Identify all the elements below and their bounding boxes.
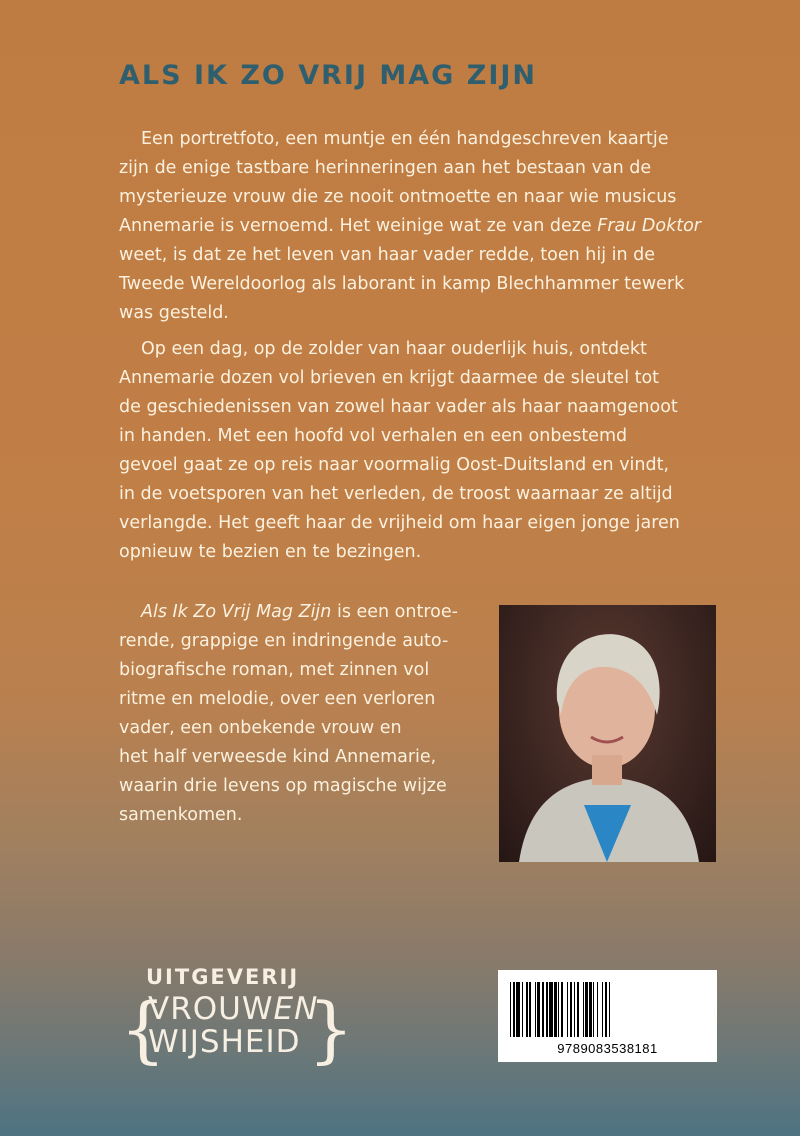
text-line [119, 212, 701, 241]
text-line: weet, is dat ze het leven van haar vader redde, toen hij in de [119, 245, 656, 265]
text-line: verlangde. Het geeft haar de vrijheid om haar eigen jonge jaren [119, 513, 680, 533]
publisher-line1: UITGEVERIJ [146, 965, 300, 989]
text-line: in handen. Met een hoofd vol verhalen en een onbestemd [119, 426, 628, 446]
italic-title: Als Ik Zo Vrij Mag Zijn [141, 602, 332, 622]
text-line: Tweede Wereldoorlog als laborant in kamp Blechhammer tewerk [119, 274, 685, 294]
text-line: ritme en melodie, over een verloren [119, 689, 436, 709]
barcode-bars [510, 982, 705, 1037]
text-line: gevoel gaat ze op reis naar voormalig Oost-Duitsland en vindt, [119, 455, 670, 475]
italic-term: Frau Doktor [597, 216, 701, 236]
text-line: rende, grappige en indringende auto- [119, 631, 449, 651]
publisher-line2 [148, 993, 318, 1026]
text-span: EN [273, 991, 319, 1027]
text-line: Annemarie dozen vol brieven en krijgt daarmee de sleutel tot [119, 368, 660, 388]
text-line [119, 598, 458, 627]
text-line: vader, een onbekende vrouw en [119, 718, 402, 738]
text-line: mysterieuze vrouw die ze nooit ontmoette en naar wie musicus [119, 187, 677, 207]
right-brace: } [308, 987, 354, 1071]
barcode-bar [610, 982, 611, 1037]
text-span: is een ontroe- [331, 602, 458, 622]
text-line: in de voetsporen van het verleden, de troost waarnaar ze altijd [119, 484, 673, 504]
text-line: samenkomen. [119, 805, 243, 825]
paragraph-3 [119, 598, 458, 830]
text-line: waarin drie levens op magische wijze [119, 776, 447, 796]
left-brace: { [120, 987, 166, 1071]
text-line: het half verweesde kind Annemarie, [119, 747, 437, 767]
text-line: Een portretfoto, een muntje en één handgeschreven kaartje [141, 129, 669, 149]
text-line: was gesteld. [119, 303, 229, 323]
text-line: Op een dag, op de zolder van haar ouderlijk huis, ontdekt [141, 339, 647, 359]
isbn-number: 9789083538181 [557, 1041, 658, 1056]
text-span: VROUW [148, 991, 274, 1027]
publisher-logo [120, 965, 354, 1071]
text-line: biografische roman, met zinnen vol [119, 660, 430, 680]
publisher-line3: WIJSHEID [148, 1024, 301, 1060]
text-line: opnieuw te bezien en te bezingen. [119, 542, 422, 562]
paragraph-1 [119, 125, 701, 328]
text-line: zijn de enige tastbare herinneringen aan het bestaan van de [119, 158, 652, 178]
text-span: Annemarie is vernoemd. Het weinige wat ze van deze [119, 216, 598, 236]
book-title: ALS IK ZO VRIJ MAG ZIJN [119, 60, 538, 91]
paragraph-2 [119, 335, 680, 567]
author-photo [499, 605, 716, 862]
text-line: de geschiedenissen van zowel haar vader als haar naamgenoot [119, 397, 678, 417]
barcode [498, 970, 717, 1062]
